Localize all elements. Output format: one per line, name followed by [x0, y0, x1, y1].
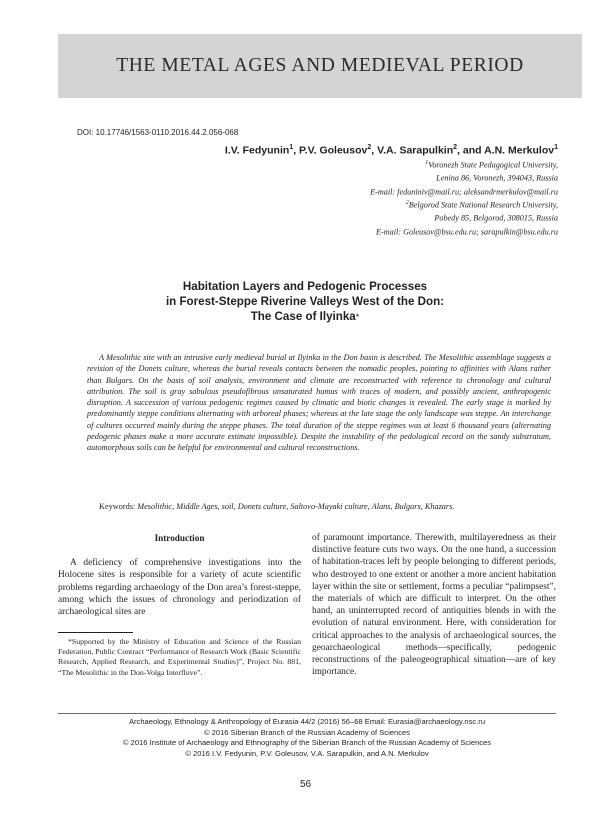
title-line: Habitation Layers and Pedogenic Processes: [182, 280, 428, 293]
journal-footer: [58, 717, 556, 759]
author-name: V.A. Sarapulkin: [377, 144, 454, 157]
page-number: 56: [299, 779, 312, 790]
footnote: *Supported by the Ministry of Education and Science of the Russian Federation, Public Contract “Performance of Research Work (Basic Scientific Research, Applied Research, and Experimental Studies)”, Project No. 881, “The Mesolithic in the Don-Volga Interfluve”.: [58, 637, 301, 677]
author-affiliation-marker: 2: [367, 144, 372, 151]
footnote-divider: [58, 632, 133, 633]
copyright-line: © 2016 I.V. Fedyunin, P.V. Goleusov, V.A. Sarapulkin, and A.N. Merkulov: [185, 748, 429, 758]
title-footnote-marker: *: [355, 311, 360, 322]
footer-divider: [58, 713, 556, 714]
section-heading-introduction: Introduction: [154, 533, 205, 543]
title-line: in Forest-Steppe Riverine Valleys West of the Don:: [165, 294, 445, 308]
affiliations: [218, 158, 558, 238]
keywords-list: Mesolithic, Middle Ages, soil, Donets culture, Saltovo-Mayaki culture, Alans, Bulgars, Khazars.: [137, 502, 455, 511]
affiliation-marker: 2: [405, 199, 409, 206]
author-name: P.V. Goleusov: [299, 144, 368, 157]
keywords: [99, 502, 454, 511]
author-name: A.N. Merkulov: [484, 144, 555, 157]
author-separator: , and: [457, 144, 485, 157]
article-title: [60, 280, 550, 324]
affiliation-line: [218, 211, 558, 224]
author-affiliation-marker: 1: [289, 144, 294, 151]
doi: DOI: 10.17746/1563-0110.2016.44.2.056-068: [77, 128, 239, 137]
affiliation-email: E-mail: feduniniv@mail.ru; aleksandrmerkulov@mail.ru: [370, 187, 558, 197]
affiliation-text: Pobedy 85, Belgorod, 308015, Russia: [434, 214, 558, 224]
affiliation-text: Lenina 86, Voronezh, 394043, Russia: [436, 174, 558, 184]
affiliation-text: Belgorod State National Research University,: [408, 200, 558, 210]
affiliation-line: [218, 198, 558, 211]
affiliation-line: [218, 158, 558, 171]
section-banner: [58, 34, 582, 98]
affiliation-marker: 1: [425, 160, 429, 166]
copyright-line: © 2016 Siberian Branch of the Russian Academy of Sciences: [203, 727, 411, 737]
affiliation-email: E-mail: Goleusov@bsu.edu.ru; sarapulkin@bsu.edu.ru: [376, 227, 558, 237]
author-affiliation-marker: 1: [554, 144, 558, 151]
affiliation-text: Voronezh State Pedagogical University,: [428, 160, 558, 170]
author-affiliation-marker: 2: [453, 144, 458, 151]
author-name: I.V. Fedyunin: [224, 144, 290, 157]
intro-paragraph-continued: of paramount importance. Therewith, multilayeredness as their distinctive feature cuts two ways. On the one hand, a succession of habitation-traces left by people belonging to different periods, who destroyed to one extent or another a more ancient habitation layer within the site or settlement, forms a peculiar “palimpsest”, the materials of which are difficult to interpret. On the other hand, an uninterrupted record of antiquities blends in with the evolution of natural environment. Here, with consideration for critical approaches to the analysis of archaeological sources, the geoarchaeological methods—specifically, pedogenic reconstructions of the paleogeographical situation—are of key importance.: [312, 533, 556, 678]
affiliation-line: [218, 185, 558, 198]
journal-citation: Archaeology, Ethnology & Anthropology of Eurasia 44/2 (2016) 56–68 Email: Eurasia@archaeology.nsc.ru: [128, 717, 486, 726]
author-separator: ,: [293, 144, 300, 157]
copyright-line: © 2016 Institute of Archaeology and Ethnography of the Siberian Branch of the Russian Academy of Sciences: [122, 738, 492, 748]
author-list: [225, 144, 558, 157]
right-column: [312, 532, 556, 678]
affiliation-line: [218, 171, 558, 184]
keywords-label: Keywords:: [99, 502, 136, 511]
title-line: [60, 310, 550, 325]
intro-paragraph: A deficiency of comprehensive investigations into the Holocene sites is responsible for a variety of acute scientific problems regarding archaeology of the Don area’s forest-steppe, among which the issues of chronology and periodization of archaeological sites are: [58, 558, 301, 618]
section-title: THE METAL AGES AND MEDIEVAL PERIOD: [116, 55, 524, 76]
abstract: A Mesolithic site with an intrusive early medieval burial at Ilyinka in the Don basin is described. The Mesolithic assemblage suggests a revision of the Donets culture, whereas the burial reveals contacts between the nomadic peoples, pointing to affinities with Alans rather than Bulgars. On the basis of soil analysis, environment and climate are reconstructed with reference to chronology and cultural attribution. The soil is gray sabulous pseudofibrous unsaturated humus with traces of modern, and possibly ancient, anthropogenic disruption. A succession of various pedogenic regimes caused by climatic and biotic changes is revealed. The early stage is marked by predominantly steppe conditions alternating with arboreal phases; whereas at the late stage the only landscape was steppe. An interchange of cultures occurred mainly during the steppe phases. The total duration of the steppe regimes was at least 6 thousand years (alternating pedogenic phases make a more accurate estimate impossible). Despite the instability of the pedological record on the sandy substratum, automorphous soils can be helpful for environmental and cultural reconstructions.: [87, 353, 551, 453]
left-column: [58, 532, 301, 618]
affiliation-line: [218, 225, 558, 238]
title-line-text: The Case of Ilyinka: [250, 309, 356, 323]
author-separator: ,: [371, 144, 378, 157]
